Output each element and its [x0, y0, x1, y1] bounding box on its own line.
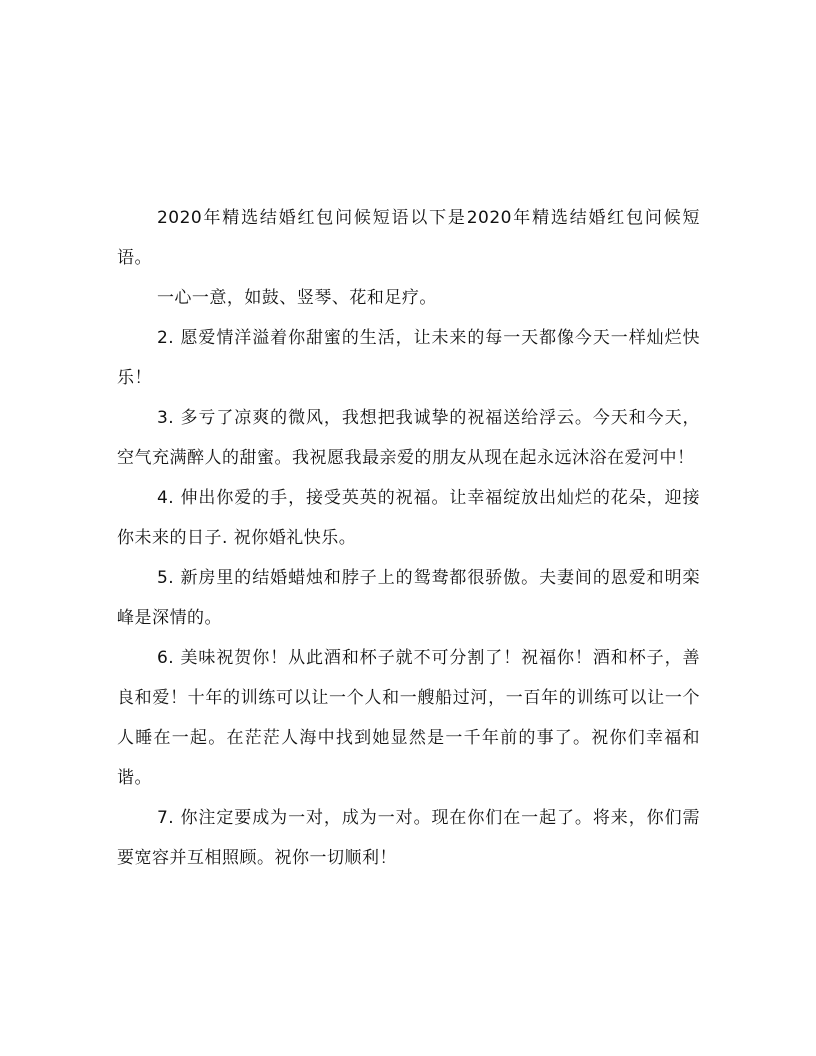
document-body	[117, 198, 700, 878]
paragraph-4: 4. 伸出你爱的手，接受英英的祝福。让幸福绽放出灿烂的花朵，迎接你未来的日子. 祝你婚礼快乐。	[117, 488, 700, 548]
paragraph-intro: 2020年精选结婚红包问候短语以下是2020年精选结婚红包问候短语。	[117, 208, 700, 268]
paragraph-1: 一心一意，如鼓、竖琴、花和足疗。	[156, 288, 437, 308]
paragraph-6: 6. 美味祝贺你！从此酒和杯子就不可分割了！祝福你！酒和杯子，善良和爱！十年的训练可以让一个人和一艘船过河，一百年的训练可以让一个人睡在一起。在茫茫人海中找到她显然是一千年前的事了。祝你们幸福和谐。	[117, 648, 700, 788]
paragraph-2: 2. 愿爱情洋溢着你甜蜜的生活，让未来的每一天都像今天一样灿烂快乐！	[117, 328, 700, 388]
paragraph-7: 7. 你注定要成为一对，成为一对。现在你们在一起了。将来，你们需要宽容并互相照顾。祝你一切顺利！	[117, 808, 700, 868]
paragraph-3: 3. 多亏了凉爽的微风，我想把我诚挚的祝福送给浮云。今天和今天，空气充满醉人的甜蜜。我祝愿我最亲爱的朋友从现在起永远沐浴在爱河中！	[117, 408, 700, 468]
paragraph-5: 5. 新房里的结婚蜡烛和脖子上的鸳鸯都很骄傲。夫妻间的恩爱和明栾峰是深情的。	[117, 568, 700, 628]
